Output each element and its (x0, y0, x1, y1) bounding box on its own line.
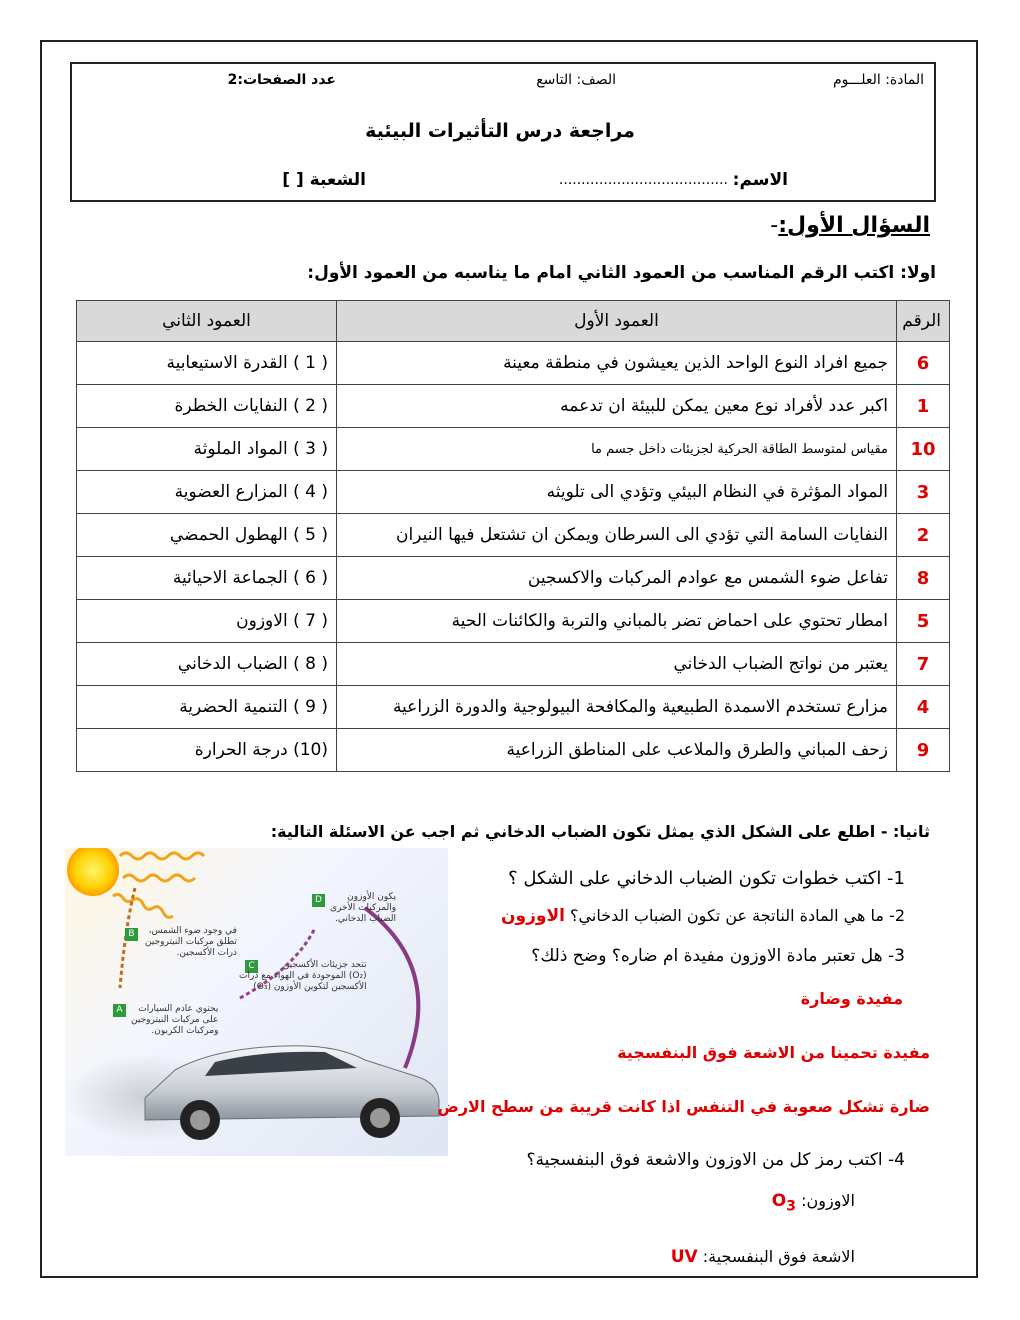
row-answer[interactable]: 9 (897, 729, 950, 772)
uv-symbol: UV (670, 1247, 698, 1267)
row-col2: ( 1 ) القدرة الاستيعابية (77, 342, 337, 385)
uv-answer (671, 1247, 855, 1267)
row-answer[interactable]: 6 (897, 342, 950, 385)
step-c-label (239, 960, 367, 993)
answer-3-useful: مفيدة تحمينا من الاشعة فوق البنفسجية (617, 1043, 930, 1062)
ozone-answer (772, 1191, 855, 1214)
row-answer[interactable]: 4 (897, 686, 950, 729)
row-col2: ( 8 ) الضباب الدخاني (77, 643, 337, 686)
row-col1: يعتبر من نواتج الضباب الدخاني (337, 643, 897, 686)
sub-question-2-text: 2- ما هي المادة الناتجة عن تكون الضباب الدخاني؟ (570, 906, 905, 925)
question-2-instruction: ثانيا: - اطلع على الشكل الذي يمثل تكون الضباب الدخاني ثم اجب عن الاسئلة التالية: (270, 822, 930, 841)
question-1-instruction: اولا: اكتب الرقم المناسب من العمود الثاني امام ما يناسبه من العمود الأول: (307, 263, 936, 283)
row-answer[interactable]: 10 (897, 428, 950, 471)
row-col2: ( 2 ) النفايات الخطرة (77, 385, 337, 428)
row-col1: مقياس لمتوسط الطاقة الحركية لجزيئات داخل جسم ما (337, 428, 897, 471)
ozone-symbol-sub: 3 (786, 1198, 797, 1215)
ozone-symbol-o: O (771, 1191, 787, 1211)
table-header-row (77, 301, 950, 342)
name-field[interactable]: ...................................... (558, 172, 728, 188)
step-c-tag: C (245, 960, 258, 973)
row-answer[interactable]: 3 (897, 471, 950, 514)
header-col2: العمود الثاني (77, 301, 337, 342)
question-1-title-suffix: - (770, 213, 779, 238)
step-b-label (145, 926, 237, 959)
step-a-label-text: يحتوي عادم السيارات على مركبات النيتروجين ومركبات الكربون. (131, 1004, 219, 1036)
question-1-title-text: السؤال الأول: (778, 213, 930, 238)
row-answer[interactable]: 5 (897, 600, 950, 643)
table-row (77, 385, 950, 428)
pages-label: عدد الصفحات:2 (227, 72, 336, 88)
table-row (77, 471, 950, 514)
step-d-label-text: يكون الأوزون والمركبات الأخرى الضباب الدخاني. (330, 892, 397, 924)
sub-question-2 (501, 906, 905, 926)
question-1-title (770, 213, 930, 238)
page-title: مراجعة درس التأثيرات البيئية (365, 120, 635, 142)
row-answer[interactable]: 1 (897, 385, 950, 428)
step-c-label-text: تتحد جزيئات الأكسجين (O₂) الموجودة في الهواء مع ذرات الأكسجين لتكوين الأوزون (O₃) (239, 960, 367, 992)
step-a-tag: A (113, 1004, 126, 1017)
sub-question-1: 1- اكتب خطوات تكون الضباب الدخاني على الشكل ؟ (508, 868, 905, 889)
row-col2: ( 3 ) المواد الملوثة (77, 428, 337, 471)
ozone-label: الاوزون: (801, 1191, 855, 1210)
arrow-d-loop (365, 908, 418, 1068)
table-row (77, 557, 950, 600)
name-label: الاسم: (732, 170, 788, 190)
sun-icon (67, 848, 119, 896)
row-col1: مزارع تستخدم الاسمدة الطبيعية والمكافحة البيولوجية والدورة الزراعية (337, 686, 897, 729)
row-col1: زحف المباني والطرق والملاعب على المناطق الزراعية (337, 729, 897, 772)
car-icon (145, 1046, 439, 1140)
smog-figure (65, 848, 448, 1156)
table-row (77, 428, 950, 471)
row-col2: ( 5 ) الهطول الحمضي (77, 514, 337, 557)
matching-table (76, 300, 950, 772)
row-col2: ( 9 ) التنمية الحضرية (77, 686, 337, 729)
row-col2: ( 4 ) المزارع العضوية (77, 471, 337, 514)
header-num: الرقم (897, 301, 950, 342)
answer-3-harmful: ضارة تشكل صعوبة في التنفس اذا كانت قريبة من سطح الارض (437, 1097, 930, 1116)
table-row (77, 729, 950, 772)
answer-3-both: مفيدة وضارة (800, 989, 903, 1008)
section-field[interactable]: الشعبة [ ] (282, 170, 366, 190)
row-answer[interactable]: 2 (897, 514, 950, 557)
row-col1: جميع افراد النوع الواحد الذين يعيشون في منطقة معينة (337, 342, 897, 385)
row-answer[interactable]: 8 (897, 557, 950, 600)
step-d-label (330, 892, 396, 925)
subject-label: المادة: العلـــوم (833, 72, 924, 88)
row-answer[interactable]: 7 (897, 643, 950, 686)
sub-question-2-answer: الاوزون (501, 906, 565, 926)
table-row (77, 342, 950, 385)
step-a-label (131, 1004, 218, 1037)
table-row (77, 643, 950, 686)
row-col2: ( 7 ) الاوزون (77, 600, 337, 643)
ozone-symbol (771, 1191, 797, 1215)
row-col1: اكبر عدد لأفراد نوع معين يمكن للبيئة ان تدعمه (337, 385, 897, 428)
row-col2: ( 6 ) الجماعة الاحيائية (77, 557, 337, 600)
header-col1: العمود الأول (337, 301, 897, 342)
table-row (77, 600, 950, 643)
row-col1: تفاعل ضوء الشمس مع عوادم المركبات والاكسجين (337, 557, 897, 600)
row-col1: النفايات السامة التي تؤدي الى السرطان ويمكن ان تشتعل فيها النيران (337, 514, 897, 557)
step-b-tag: B (125, 928, 138, 941)
step-b-label-text: في وجود ضوء الشمس، تطلق مركبات النيتروجين ذرات الأكسجين. (145, 926, 237, 958)
sub-question-4: 4- اكتب رمز كل من الاوزون والاشعة فوق البنفسجية؟ (526, 1150, 905, 1170)
step-d-tag: D (312, 894, 325, 907)
uv-label: الاشعة فوق البنفسجية: (702, 1247, 855, 1266)
row-col1: المواد المؤثرة في النظام البيئي وتؤدي الى تلويثه (337, 471, 897, 514)
grade-label: الصف: التاسع (536, 72, 616, 88)
table-row (77, 686, 950, 729)
table-row (77, 514, 950, 557)
sub-question-3: 3- هل تعتبر مادة الاوزون مفيدة ام ضاره؟ وضح ذلك؟ (531, 946, 905, 966)
row-col1: امطار تحتوي على احماض تضر بالمباني والتربة والكائنات الحية (337, 600, 897, 643)
sunlight-rays (113, 853, 204, 917)
row-col2: (10) درجة الحرارة (77, 729, 337, 772)
